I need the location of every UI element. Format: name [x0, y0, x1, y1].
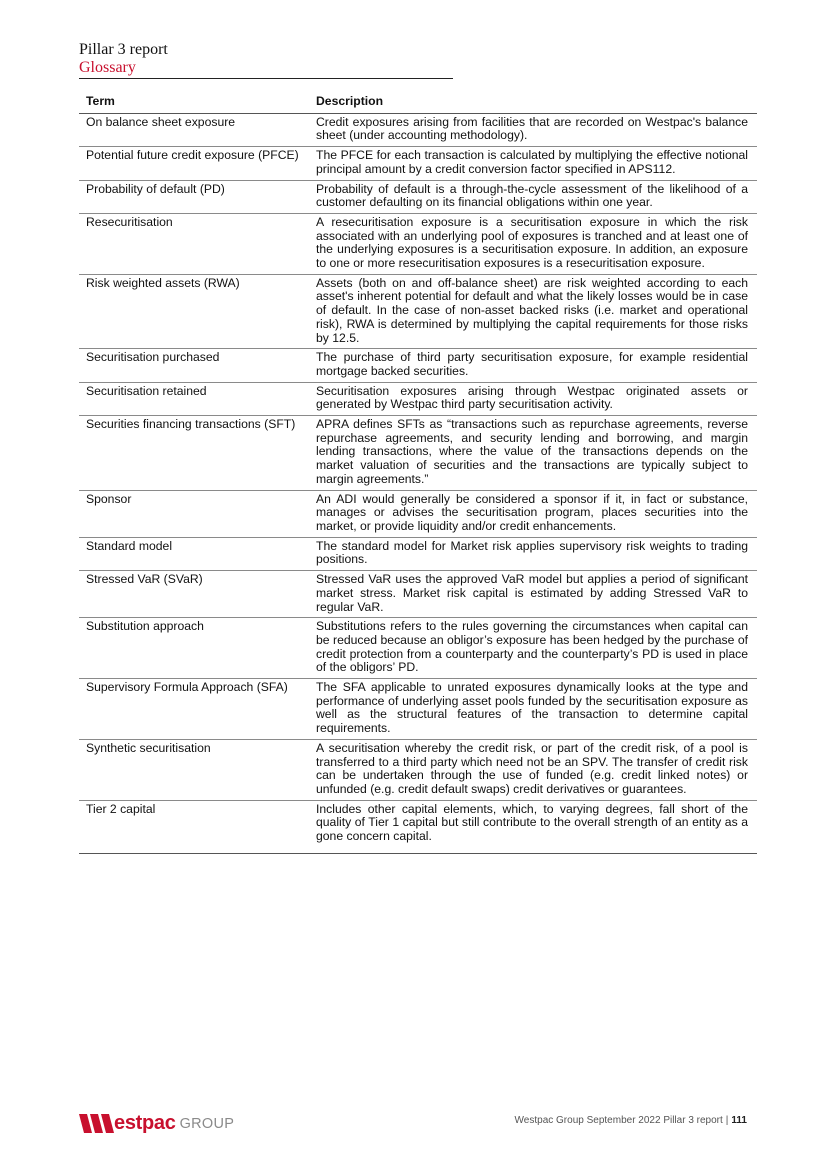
glossary-description: APRA defines SFTs as “transactions such as repurchase agreements, reverse repurchase agreements, and security lending and borrowing, and margin lending transactions, where the value of the transactions depends on the market valuation of securities and the transactions are typically subject to margin agreements.”: [309, 416, 757, 491]
footer-separator: |: [725, 1115, 729, 1126]
glossary-body: [79, 113, 757, 853]
table-row: [79, 213, 757, 274]
page-footer: [515, 1115, 747, 1126]
table-row: [79, 537, 757, 570]
glossary-description: Stressed VaR uses the approved VaR model but applies a period of significant market stress. Market risk capital is estimated by adding Stressed VaR to regular VaR.: [309, 571, 757, 618]
glossary-term: Risk weighted assets (RWA): [79, 274, 309, 349]
glossary-table: [79, 92, 757, 854]
glossary-description: Assets (both on and off-balance sheet) are risk weighted according to each asset's inherent potential for default and what the likely losses would be in case of default. In the case of non-asset backed risks (i.e. market and operational risk), RWA is determined by multiplying the capital requirements for those risks by 12.5.: [309, 274, 757, 349]
glossary-description: Securitisation exposures arising through Westpac originated assets or generated by Westpac third party securitisation activity.: [309, 382, 757, 415]
glossary-description: The PFCE for each transaction is calculated by multiplying the effective notional principal amount by a credit conversion factor specified in APS112.: [309, 147, 757, 180]
table-row: [79, 800, 757, 853]
glossary-term: Stressed VaR (SVaR): [79, 571, 309, 618]
table-row: [79, 571, 757, 618]
table-row: [79, 490, 757, 537]
glossary-description: Credit exposures arising from facilities that are recorded on Westpac's balance sheet (under accounting methodology).: [309, 113, 757, 146]
table-row: [79, 349, 757, 382]
glossary-description: Includes other capital elements, which, to varying degrees, fall short of the quality of Tier 1 capital but still contribute to the overall strength of an entity as a gone concern capital.: [309, 800, 757, 853]
page-number: 111: [731, 1115, 747, 1126]
westpac-w-logo-icon: [79, 1114, 117, 1133]
glossary-description: The SFA applicable to unrated exposures dynamically looks at the type and performance of underlying asset pools funded by the securitisation exposure as well as the structural features of the transaction to determine capital requirements.: [309, 679, 757, 740]
glossary-description: A resecuritisation exposure is a securitisation exposure in which the risk associated with an underlying pool of exposures is tranched and at least one of the underlying exposures is a securitisation exposure. In addition, an exposure to one or more resecuritisation exposures is a resecuritisation exposure.: [309, 213, 757, 274]
glossary-term: Securitisation retained: [79, 382, 309, 415]
glossary-term: Sponsor: [79, 490, 309, 537]
glossary-description: The standard model for Market risk applies supervisory risk weights to trading positions.: [309, 537, 757, 570]
glossary-term: Substitution approach: [79, 618, 309, 679]
table-row: [79, 147, 757, 180]
glossary-description: The purchase of third party securitisation exposure, for example residential mortgage backed securities.: [309, 349, 757, 382]
glossary-term: Securitisation purchased: [79, 349, 309, 382]
glossary-term: Securities financing transactions (SFT): [79, 416, 309, 491]
glossary-section: [79, 92, 757, 854]
glossary-term: Resecuritisation: [79, 213, 309, 274]
table-header-row: [79, 92, 757, 113]
logo-wordmark: estpac: [114, 1112, 176, 1134]
report-title: Pillar 3 report: [79, 41, 168, 58]
table-row: [79, 382, 757, 415]
logo-group-label: GROUP: [179, 1116, 235, 1132]
table-row: [79, 416, 757, 491]
table-row: [79, 180, 757, 213]
table-row: [79, 618, 757, 679]
column-header-description: Description: [309, 92, 757, 113]
table-row: [79, 274, 757, 349]
table-row: [79, 113, 757, 146]
column-header-term: Term: [79, 92, 309, 113]
page-header: [79, 41, 453, 79]
glossary-term: Tier 2 capital: [79, 800, 309, 853]
glossary-term: Synthetic securitisation: [79, 739, 309, 800]
glossary-term: Supervisory Formula Approach (SFA): [79, 679, 309, 740]
glossary-term: Probability of default (PD): [79, 180, 309, 213]
glossary-description: Substitutions refers to the rules governing the circumstances when capital can be reduced because an obligor’s exposure has been hedged by the purchase of credit protection from a counterparty and the counterparty’s PD is used in place of the obligors’ PD.: [309, 618, 757, 679]
glossary-description: Probability of default is a through-the-cycle assessment of the likelihood of a customer defaulting on its financial obligations within one year.: [309, 180, 757, 213]
glossary-term: On balance sheet exposure: [79, 113, 309, 146]
glossary-term: Standard model: [79, 537, 309, 570]
table-row: [79, 679, 757, 740]
glossary-description: A securitisation whereby the credit risk, or part of the credit risk, of a pool is transferred to a third party which need not be an SPV. The transfer of credit risk can be undertaken through the use of funded (e.g. credit linked notes) or unfunded (e.g. credit default swaps) credit derivatives or guarantees.: [309, 739, 757, 800]
glossary-term: Potential future credit exposure (PFCE): [79, 147, 309, 180]
glossary-description: An ADI would generally be considered a sponsor if it, in fact or substance, manages or advises the securitisation program, places securities into the market, or provide liquidity and/or credit enhancements.: [309, 490, 757, 537]
westpac-group-logo: [79, 1111, 234, 1133]
table-row: [79, 739, 757, 800]
footer-document-label: Westpac Group September 2022 Pillar 3 report: [514, 1115, 723, 1126]
section-title: Glossary: [79, 59, 136, 76]
